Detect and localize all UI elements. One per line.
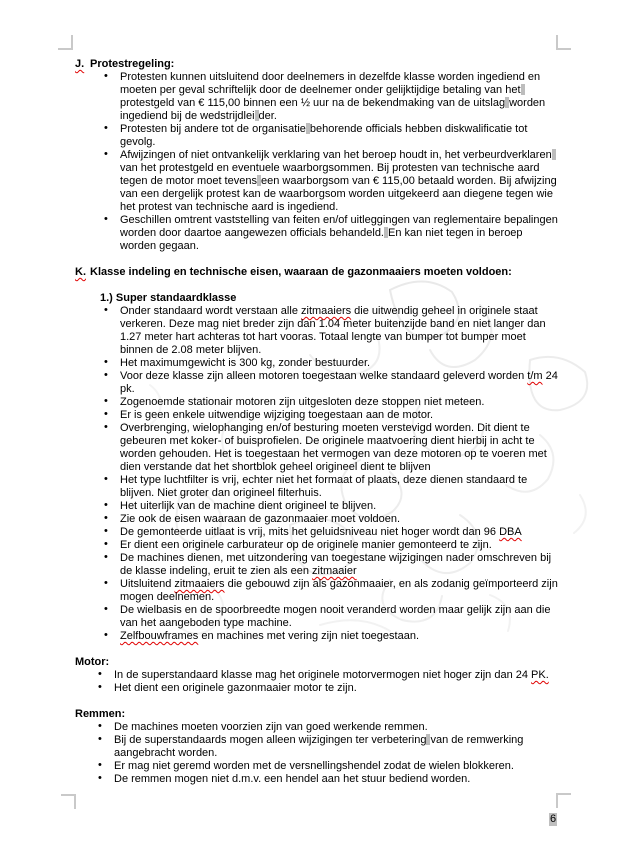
- bullet-text: Het maximumgewicht is 300 kg, zonder bestuurder.: [120, 357, 371, 369]
- page-number: 6: [550, 813, 557, 825]
- section-title: Protestregeling:: [90, 58, 175, 70]
- bullet-icon: •: [98, 772, 102, 784]
- bullet-item: [103, 396, 558, 409]
- bullet-item: [103, 604, 558, 630]
- subsection-heading-super-standaardklasse: 1.) Super standaardklasse: [100, 292, 237, 304]
- revision-mark: [521, 84, 525, 95]
- spellcheck-word: t/m: [527, 370, 543, 382]
- bullet-text: Protesten kunnen uitsluitend door deelnemers in dezelfde klasse worden ingediend en moeten per geval schriftelijk door de deelnemer onder gelijktijdige betaling van hetprotestgeld van € 115,00 binnen een ½ uur na de bekendmaking van de uitslag worden ingediend bij de wedstrijdlei der.: [120, 71, 546, 122]
- revision-mark: [255, 110, 259, 121]
- bullet-icon: •: [104, 408, 108, 420]
- bullet-icon: •: [104, 395, 108, 407]
- bullet-text: Voor deze klasse zijn alleen motoren toegestaan welke standaard geleverd worden t/m 24 pk.: [120, 370, 558, 395]
- bullet-item: [103, 513, 558, 526]
- bullet-text: Zelfbouwframes en machines met vering zijn niet toegestaan.: [120, 630, 420, 642]
- bullet-icon: •: [104, 499, 108, 511]
- bullet-item: [103, 630, 558, 643]
- protestregeling-list: [75, 71, 558, 253]
- bullet-text: Geschillen omtrent vaststelling van feiten en/of uitleggingen van reglementaire bepalingen worden door daartoe aangewezen officials behandeld. En kan niet tegen in beroep worden gegaan.: [120, 214, 558, 252]
- motor-list: [75, 669, 558, 695]
- spellcheck-word: zitmaaiers: [301, 305, 352, 317]
- bullet-item: [97, 682, 558, 695]
- bullet-item: [103, 305, 558, 357]
- bullet-text: De wielbasis en de spoorbreedte mogen nooit veranderd worden maar gelijk zijn aan die van het aangeboden type machine.: [120, 604, 551, 629]
- bullet-icon: •: [104, 304, 108, 316]
- bullet-item: [103, 409, 558, 422]
- crop-mark-top-right: [556, 35, 571, 50]
- bullet-icon: •: [104, 473, 108, 485]
- bullet-text: De machines moeten voorzien zijn van goed werkende remmen.: [114, 721, 428, 733]
- bullet-icon: •: [104, 148, 108, 160]
- bullet-icon: •: [98, 759, 102, 771]
- bullet-text: Afwijzingen of niet ontvankelijk verklaring van het beroep houdt in, het verbeurdverklarenvan het protestgeld en eventuele waarborgsommen. Bij protesten van technische aard tegen de motor moet tevens een waarborgsom van € 115,00 betaald worden. Bij afwijzing van een dergelijk protest kan de waarborgsom worden uitgekeerd aan diegene tegen wie het protest van technische aard is ingediend.: [120, 149, 557, 213]
- bullet-item: [103, 500, 558, 513]
- bullet-text: Bij de superstandaards mogen alleen wijzigingen ter verbetering van de remwerking aangebracht worden.: [114, 734, 524, 759]
- bullet-text: Er dient een originele carburateur op de originele manier gemonteerd te zijn.: [120, 539, 492, 551]
- crop-mark-top-left: [58, 35, 73, 50]
- bullet-item: [103, 214, 558, 253]
- bullet-icon: •: [104, 213, 108, 225]
- bullet-text: Het uiterlijk van de machine dient origineel te blijven.: [120, 500, 377, 512]
- bullet-icon: •: [104, 603, 108, 615]
- bullet-icon: •: [104, 577, 108, 589]
- bullet-text: In de superstandaard klasse mag het originele motorvermogen niet hoger zijn dan 24 PK.: [114, 669, 549, 681]
- bullet-item: [103, 71, 558, 123]
- bullet-icon: •: [98, 668, 102, 680]
- bullet-item: [97, 760, 558, 773]
- bullet-item: [103, 552, 558, 578]
- bullet-item: [103, 539, 558, 552]
- bullet-text: Onder standaard wordt verstaan alle zitmaaiers die uitwendig geheel in originele staat verkeren. Deze mag niet breder zijn dan 1.04 meter buitenzijde band en niet langer dan 1.27 meter hart achteras tot hart vooras. Totaal lengte van bumper tot bumper moet binnen de 2.08 meter blijven.: [120, 305, 546, 356]
- bullet-text: Het dient een originele gazonmaaier motor te zijn.: [114, 682, 357, 694]
- bullet-text: De remmen mogen niet d.m.v. een hendel aan het stuur bediend worden.: [114, 773, 471, 785]
- spellcheck-word: PK.: [531, 669, 549, 681]
- bullet-text: De gemonteerde uitlaat is vrij, mits het geluidsniveau niet hoger wordt dan 96 DBA: [120, 526, 522, 538]
- bullet-item: [97, 773, 558, 786]
- crop-mark-bottom-left: [61, 794, 76, 809]
- bullet-icon: •: [104, 369, 108, 381]
- bullet-icon: •: [104, 538, 108, 550]
- bullet-item: [103, 526, 558, 539]
- bullet-text: Er is geen enkele uitwendige wijziging toegestaan aan de motor.: [120, 409, 434, 421]
- bullet-icon: •: [98, 681, 102, 693]
- bullet-text: Protesten bij andere tot de organisatie behorende officials hebben diskwalificatie tot gevolg.: [120, 123, 528, 148]
- document-body: [75, 58, 558, 786]
- bullet-item: [103, 370, 558, 396]
- spellcheck-word: zitmaaier: [312, 565, 357, 577]
- spellcheck-word: zitmaaiers: [174, 578, 225, 590]
- bullet-icon: •: [104, 122, 108, 134]
- bullet-item: [97, 734, 558, 760]
- revision-mark: [505, 97, 509, 108]
- bullet-text: Het type luchtfilter is vrij, echter niet het formaat of plaats, deze dienen standaard te blijven. Niet groter dan origineel filterhuis.: [120, 474, 528, 499]
- bullet-item: [103, 474, 558, 500]
- revision-mark: [552, 149, 556, 160]
- remmen-list: [75, 721, 558, 786]
- heading-remmen: Remmen:: [75, 708, 126, 720]
- bullet-item: [103, 123, 558, 149]
- bullet-item: [97, 721, 558, 734]
- bullet-icon: •: [98, 733, 102, 745]
- bullet-text: Er mag niet geremd worden met de versnellingshendel zodat de wielen blokkeren.: [114, 760, 514, 772]
- bullet-item: [103, 578, 558, 604]
- bullet-icon: •: [104, 356, 108, 368]
- revision-mark: [306, 123, 310, 134]
- revision-mark: [257, 175, 261, 186]
- bullet-text: Overbrenging, wielophanging en/of besturing moeten verstevigd worden. Dit dient te gebeuren met koker- of buisprofielen. De originele maatvoering dient hierbij in acht te worden gehouden. Het is toegestaan het vermogen van deze motoren op te voeren met dien verstande dat het shortblok geheel origineel dient te blijven: [120, 422, 547, 473]
- spellcheck-word: DBA: [499, 526, 522, 538]
- bullet-text: Zogenoemde stationair motoren zijn uitgesloten deze stoppen niet meteen.: [120, 396, 485, 408]
- section-letter: K.: [75, 266, 86, 278]
- bullet-item: [103, 149, 558, 214]
- section-letter: J.: [75, 58, 85, 70]
- bullet-icon: •: [104, 70, 108, 82]
- bullet-text: Uitsluitend zitmaaiers die gebouwd zijn als gazonmaaier, en als zodanig geïmporteerd zijn mogen deelnemen.: [120, 578, 558, 603]
- revision-mark: [426, 734, 430, 745]
- heading-motor: Motor:: [75, 656, 110, 668]
- section-heading-klasse-indeling: [75, 266, 558, 279]
- spellcheck-word: Zelfbouwframes: [120, 630, 199, 642]
- bullet-text: Zie ook de eisen waaraan de gazonmaaier moet voldoen.: [120, 513, 401, 525]
- bullet-item: [97, 669, 558, 682]
- crop-mark-bottom-right: [556, 793, 571, 808]
- bullet-text: De machines dienen, met uitzondering van toegestane wijzigingen nader omschreven bij de klasse indeling, eruit te zien als een zitmaaier: [120, 552, 552, 577]
- bullet-item: [103, 357, 558, 370]
- section-title: Klasse indeling en technische eisen, waaraan de gazonmaaiers moeten voldoen:: [90, 266, 512, 278]
- bullet-icon: •: [104, 421, 108, 433]
- bullet-item: [103, 422, 558, 474]
- super-standaardklasse-list: [75, 305, 558, 643]
- bullet-icon: •: [104, 551, 108, 563]
- revision-mark: [384, 227, 388, 238]
- section-heading-protestregeling: [75, 58, 558, 71]
- bullet-icon: •: [104, 525, 108, 537]
- bullet-icon: •: [104, 629, 108, 641]
- bullet-icon: •: [98, 720, 102, 732]
- bullet-icon: •: [104, 512, 108, 524]
